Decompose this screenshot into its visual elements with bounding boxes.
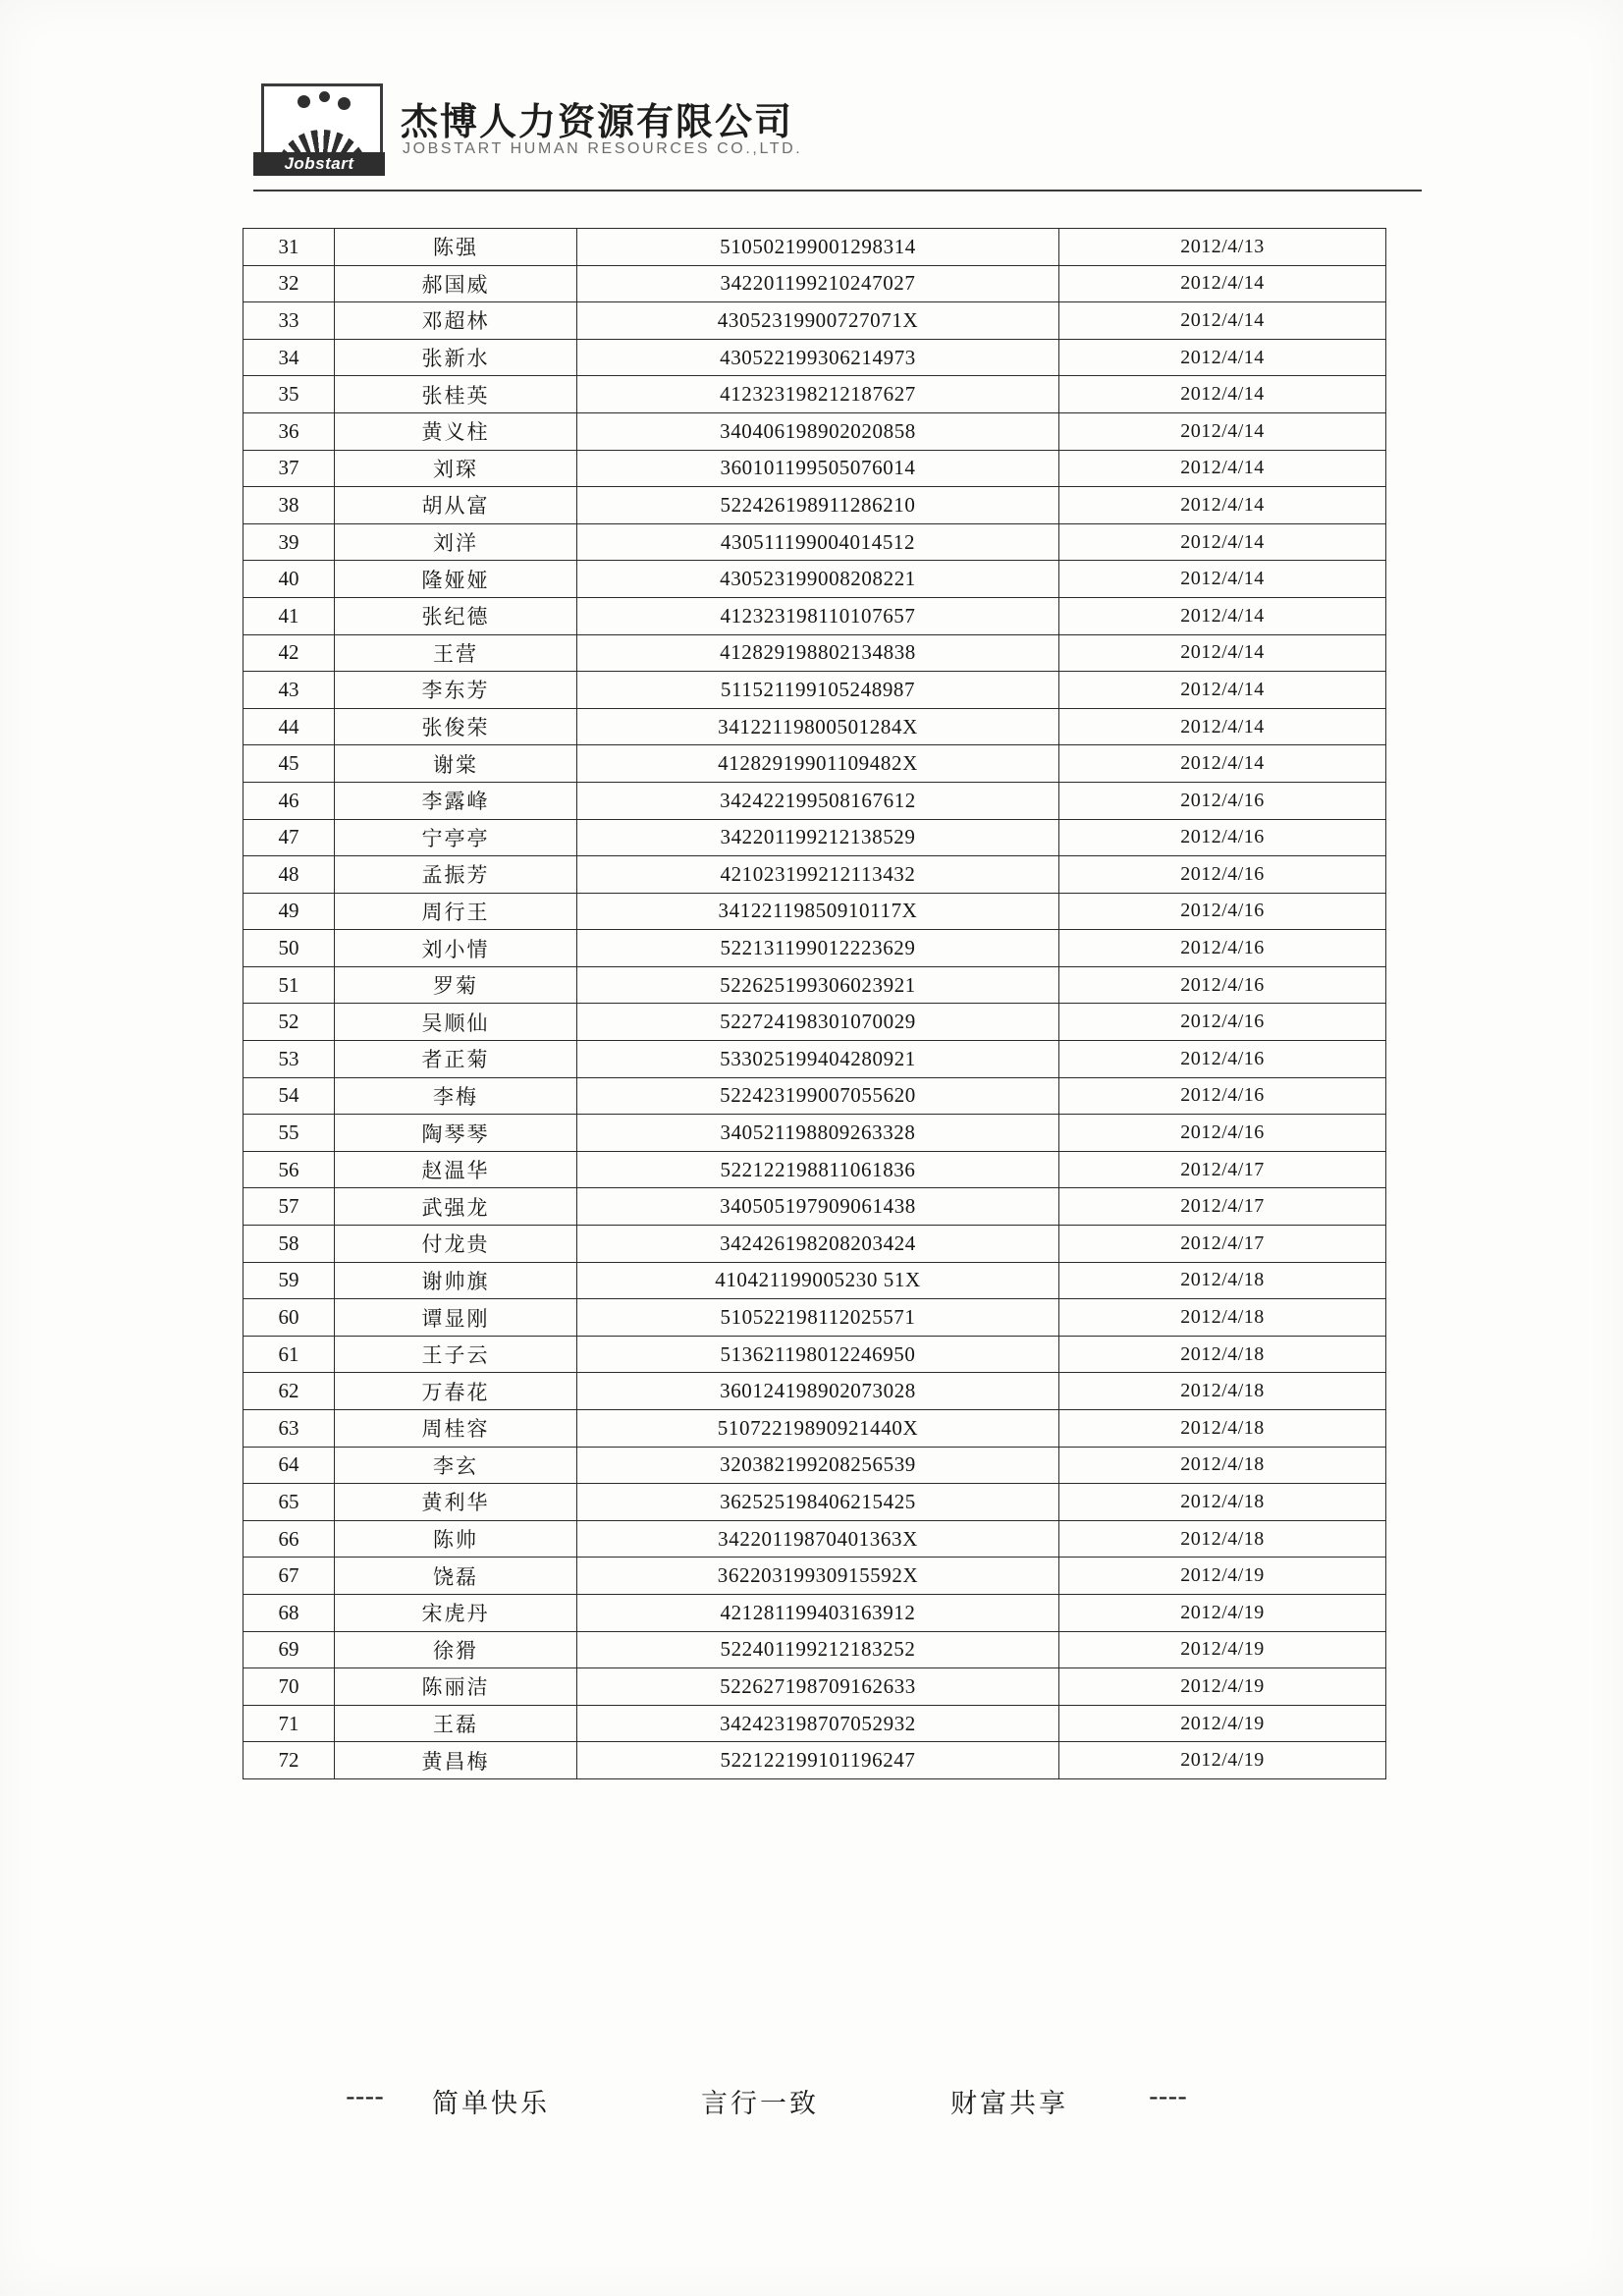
row-id-number: 342422199508167612 — [577, 782, 1059, 819]
row-index: 35 — [243, 376, 335, 413]
row-date: 2012/4/13 — [1059, 229, 1386, 266]
row-date: 2012/4/17 — [1059, 1188, 1386, 1226]
row-date: 2012/4/16 — [1059, 782, 1386, 819]
row-index: 37 — [243, 450, 335, 487]
table-row — [243, 708, 1386, 745]
table-row — [243, 412, 1386, 450]
row-id-number: 412829198802134838 — [577, 634, 1059, 672]
row-name: 谭显刚 — [335, 1299, 577, 1337]
row-date: 2012/4/18 — [1059, 1410, 1386, 1448]
row-index: 42 — [243, 634, 335, 672]
row-date: 2012/4/18 — [1059, 1262, 1386, 1299]
row-index: 36 — [243, 412, 335, 450]
row-id-number: 430523199008208221 — [577, 561, 1059, 598]
row-name: 刘小情 — [335, 930, 577, 967]
header-divider — [253, 190, 1422, 191]
table-row — [243, 1447, 1386, 1484]
row-index: 49 — [243, 893, 335, 930]
row-id-number: 511521199105248987 — [577, 672, 1059, 709]
table-row — [243, 1188, 1386, 1226]
row-index: 52 — [243, 1004, 335, 1041]
row-name: 谢棠 — [335, 745, 577, 783]
row-date: 2012/4/14 — [1059, 634, 1386, 672]
row-date: 2012/4/14 — [1059, 487, 1386, 524]
row-name: 谢帅旗 — [335, 1262, 577, 1299]
table-row — [243, 1151, 1386, 1188]
row-date: 2012/4/16 — [1059, 856, 1386, 894]
row-id-number: 522625199306023921 — [577, 966, 1059, 1004]
table-row — [243, 1410, 1386, 1448]
row-index: 67 — [243, 1558, 335, 1595]
company-name-en: JOBSTART HUMAN RESOURCES CO.,LTD. — [403, 140, 803, 157]
row-id-number: 412323198110107657 — [577, 597, 1059, 634]
row-id-number: 36220319930915592X — [577, 1558, 1059, 1595]
row-id-number: 522423199007055620 — [577, 1077, 1059, 1115]
row-date: 2012/4/14 — [1059, 523, 1386, 561]
row-name: 黄利华 — [335, 1484, 577, 1521]
row-index: 56 — [243, 1151, 335, 1188]
row-date: 2012/4/18 — [1059, 1484, 1386, 1521]
row-id-number: 41282919901109482X — [577, 745, 1059, 783]
row-index: 51 — [243, 966, 335, 1004]
row-date: 2012/4/19 — [1059, 1668, 1386, 1706]
row-index: 44 — [243, 708, 335, 745]
row-name: 王营 — [335, 634, 577, 672]
table-row — [243, 1705, 1386, 1742]
row-date: 2012/4/16 — [1059, 1077, 1386, 1115]
row-name: 李梅 — [335, 1077, 577, 1115]
row-date: 2012/4/14 — [1059, 561, 1386, 598]
row-index: 40 — [243, 561, 335, 598]
row-date: 2012/4/14 — [1059, 339, 1386, 376]
row-date: 2012/4/16 — [1059, 1115, 1386, 1152]
document-header — [253, 83, 1412, 191]
company-logo — [253, 83, 383, 174]
row-id-number: 421281199403163912 — [577, 1594, 1059, 1631]
row-index: 70 — [243, 1668, 335, 1706]
table-row — [243, 339, 1386, 376]
row-id-number: 522724198301070029 — [577, 1004, 1059, 1041]
row-index: 34 — [243, 339, 335, 376]
row-date: 2012/4/19 — [1059, 1705, 1386, 1742]
table-row — [243, 1668, 1386, 1706]
row-index: 38 — [243, 487, 335, 524]
table-row — [243, 1484, 1386, 1521]
company-name-cn: 杰博人力资源有限公司 — [401, 100, 794, 143]
row-date: 2012/4/14 — [1059, 412, 1386, 450]
table-row — [243, 265, 1386, 302]
footer-dash-right: ---- — [1149, 2082, 1187, 2112]
row-index: 53 — [243, 1041, 335, 1078]
row-id-number: 410421199005230 51X — [577, 1262, 1059, 1299]
row-id-number: 34220119870401363X — [577, 1520, 1059, 1558]
row-name: 王磊 — [335, 1705, 577, 1742]
row-name: 李露峰 — [335, 782, 577, 819]
row-date: 2012/4/14 — [1059, 745, 1386, 783]
row-id-number: 522426198911286210 — [577, 487, 1059, 524]
row-id-number: 522401199212183252 — [577, 1631, 1059, 1668]
row-index: 63 — [243, 1410, 335, 1448]
row-date: 2012/4/14 — [1059, 450, 1386, 487]
row-name: 刘琛 — [335, 450, 577, 487]
row-name: 黄义柱 — [335, 412, 577, 450]
row-date: 2012/4/14 — [1059, 302, 1386, 340]
row-name: 周桂容 — [335, 1410, 577, 1448]
row-id-number: 34122119800501284X — [577, 708, 1059, 745]
row-index: 55 — [243, 1115, 335, 1152]
row-index: 68 — [243, 1594, 335, 1631]
row-index: 39 — [243, 523, 335, 561]
row-id-number: 510502199001298314 — [577, 229, 1059, 266]
footer-slogan-2: 言行一致 — [701, 2089, 819, 2119]
row-id-number: 342426198208203424 — [577, 1226, 1059, 1263]
row-name: 罗菊 — [335, 966, 577, 1004]
row-date: 2012/4/14 — [1059, 265, 1386, 302]
row-name: 刘洋 — [335, 523, 577, 561]
row-date: 2012/4/18 — [1059, 1373, 1386, 1410]
row-name: 黄昌梅 — [335, 1742, 577, 1779]
logo-wordmark: Jobstart — [253, 152, 385, 176]
row-name: 赵温华 — [335, 1151, 577, 1188]
table-row — [243, 1631, 1386, 1668]
row-id-number: 342423198707052932 — [577, 1705, 1059, 1742]
table-row — [243, 1226, 1386, 1263]
row-id-number: 360101199505076014 — [577, 450, 1059, 487]
row-index: 41 — [243, 597, 335, 634]
row-index: 48 — [243, 856, 335, 894]
row-index: 65 — [243, 1484, 335, 1521]
row-date: 2012/4/19 — [1059, 1558, 1386, 1595]
row-id-number: 522122198811061836 — [577, 1151, 1059, 1188]
row-name: 邓超林 — [335, 302, 577, 340]
row-id-number: 430522199306214973 — [577, 339, 1059, 376]
table-row — [243, 1594, 1386, 1631]
table-row — [243, 1336, 1386, 1373]
row-id-number: 340521198809263328 — [577, 1115, 1059, 1152]
row-name: 宋虎丹 — [335, 1594, 577, 1631]
row-index: 64 — [243, 1447, 335, 1484]
row-name: 武强龙 — [335, 1188, 577, 1226]
table-row — [243, 634, 1386, 672]
logo-mark-icon — [261, 83, 383, 160]
row-date: 2012/4/16 — [1059, 930, 1386, 967]
row-date: 2012/4/17 — [1059, 1151, 1386, 1188]
row-name: 周行王 — [335, 893, 577, 930]
logo-dot-right-icon — [338, 97, 351, 110]
row-name: 付龙贵 — [335, 1226, 577, 1263]
row-date: 2012/4/18 — [1059, 1336, 1386, 1373]
row-index: 62 — [243, 1373, 335, 1410]
table-row — [243, 1299, 1386, 1337]
row-index: 66 — [243, 1520, 335, 1558]
row-id-number: 342201199212138529 — [577, 819, 1059, 856]
table-row — [243, 672, 1386, 709]
table-row — [243, 1520, 1386, 1558]
table-row — [243, 1373, 1386, 1410]
row-name: 宁亭亭 — [335, 819, 577, 856]
row-index: 45 — [243, 745, 335, 783]
row-date: 2012/4/16 — [1059, 1041, 1386, 1078]
roster-table-container — [243, 228, 1381, 1779]
row-name: 隆娅娅 — [335, 561, 577, 598]
table-row — [243, 782, 1386, 819]
table-row — [243, 1558, 1386, 1595]
row-name: 者正菊 — [335, 1041, 577, 1078]
row-date: 2012/4/14 — [1059, 376, 1386, 413]
row-index: 59 — [243, 1262, 335, 1299]
table-row — [243, 376, 1386, 413]
row-id-number: 43052319900727071X — [577, 302, 1059, 340]
row-name: 万春花 — [335, 1373, 577, 1410]
table-row — [243, 597, 1386, 634]
row-name: 孟振芳 — [335, 856, 577, 894]
table-row — [243, 1077, 1386, 1115]
table-row — [243, 523, 1386, 561]
row-name: 张俊荣 — [335, 708, 577, 745]
row-id-number: 51072219890921440X — [577, 1410, 1059, 1448]
row-date: 2012/4/16 — [1059, 966, 1386, 1004]
row-id-number: 412323198212187627 — [577, 376, 1059, 413]
footer-slogan-3: 财富共享 — [950, 2089, 1068, 2119]
logo-dot-left-icon — [298, 95, 310, 108]
row-date: 2012/4/16 — [1059, 819, 1386, 856]
row-index: 60 — [243, 1299, 335, 1337]
row-id-number: 340406198902020858 — [577, 412, 1059, 450]
row-name: 吴顺仙 — [335, 1004, 577, 1041]
row-name: 王子云 — [335, 1336, 577, 1373]
row-name: 陶琴琴 — [335, 1115, 577, 1152]
row-date: 2012/4/18 — [1059, 1447, 1386, 1484]
row-date: 2012/4/16 — [1059, 1004, 1386, 1041]
row-id-number: 362525198406215425 — [577, 1484, 1059, 1521]
row-date: 2012/4/19 — [1059, 1742, 1386, 1779]
table-row — [243, 966, 1386, 1004]
table-row — [243, 1041, 1386, 1078]
row-date: 2012/4/17 — [1059, 1226, 1386, 1263]
row-id-number: 430511199004014512 — [577, 523, 1059, 561]
row-name: 陈强 — [335, 229, 577, 266]
table-row — [243, 819, 1386, 856]
roster-table — [243, 228, 1386, 1779]
row-id-number: 522627198709162633 — [577, 1668, 1059, 1706]
row-index: 50 — [243, 930, 335, 967]
row-id-number: 513621198012246950 — [577, 1336, 1059, 1373]
row-id-number: 342201199210247027 — [577, 265, 1059, 302]
row-name: 李东芳 — [335, 672, 577, 709]
row-name: 徐猾 — [335, 1631, 577, 1668]
row-date: 2012/4/14 — [1059, 597, 1386, 634]
row-index: 72 — [243, 1742, 335, 1779]
roster-table-body — [243, 229, 1386, 1779]
table-row — [243, 1004, 1386, 1041]
row-id-number: 320382199208256539 — [577, 1447, 1059, 1484]
row-date: 2012/4/18 — [1059, 1299, 1386, 1337]
row-id-number: 34122119850910117X — [577, 893, 1059, 930]
table-row — [243, 561, 1386, 598]
row-id-number: 522131199012223629 — [577, 930, 1059, 967]
row-index: 69 — [243, 1631, 335, 1668]
row-index: 47 — [243, 819, 335, 856]
logo-dot-center-icon — [319, 91, 330, 102]
row-name: 李玄 — [335, 1447, 577, 1484]
row-index: 57 — [243, 1188, 335, 1226]
row-name: 陈帅 — [335, 1520, 577, 1558]
row-index: 31 — [243, 229, 335, 266]
row-id-number: 533025199404280921 — [577, 1041, 1059, 1078]
footer-slogan-1: 简单快乐 — [432, 2089, 550, 2119]
row-id-number: 421023199212113432 — [577, 856, 1059, 894]
row-index: 61 — [243, 1336, 335, 1373]
row-date: 2012/4/19 — [1059, 1631, 1386, 1668]
row-id-number: 360124198902073028 — [577, 1373, 1059, 1410]
row-index: 58 — [243, 1226, 335, 1263]
table-row — [243, 893, 1386, 930]
row-date: 2012/4/14 — [1059, 708, 1386, 745]
row-index: 33 — [243, 302, 335, 340]
row-name: 张新水 — [335, 339, 577, 376]
table-row — [243, 302, 1386, 340]
table-row — [243, 487, 1386, 524]
row-name: 郝国威 — [335, 265, 577, 302]
table-row — [243, 450, 1386, 487]
row-index: 71 — [243, 1705, 335, 1742]
table-row — [243, 229, 1386, 266]
row-date: 2012/4/19 — [1059, 1594, 1386, 1631]
row-index: 54 — [243, 1077, 335, 1115]
row-id-number: 522122199101196247 — [577, 1742, 1059, 1779]
table-row — [243, 745, 1386, 783]
table-row — [243, 1742, 1386, 1779]
row-name: 张纪德 — [335, 597, 577, 634]
table-row — [243, 1115, 1386, 1152]
row-name: 张桂英 — [335, 376, 577, 413]
row-index: 32 — [243, 265, 335, 302]
row-date: 2012/4/16 — [1059, 893, 1386, 930]
row-id-number: 510522198112025571 — [577, 1299, 1059, 1337]
footer-slogan — [324, 2082, 1325, 2121]
row-name: 陈丽洁 — [335, 1668, 577, 1706]
row-date: 2012/4/14 — [1059, 672, 1386, 709]
table-row — [243, 930, 1386, 967]
row-name: 饶磊 — [335, 1558, 577, 1595]
table-row — [243, 856, 1386, 894]
row-id-number: 340505197909061438 — [577, 1188, 1059, 1226]
footer-dash-left: ---- — [346, 2082, 384, 2112]
row-name: 胡从富 — [335, 487, 577, 524]
table-row — [243, 1262, 1386, 1299]
row-index: 46 — [243, 782, 335, 819]
row-date: 2012/4/18 — [1059, 1520, 1386, 1558]
row-index: 43 — [243, 672, 335, 709]
